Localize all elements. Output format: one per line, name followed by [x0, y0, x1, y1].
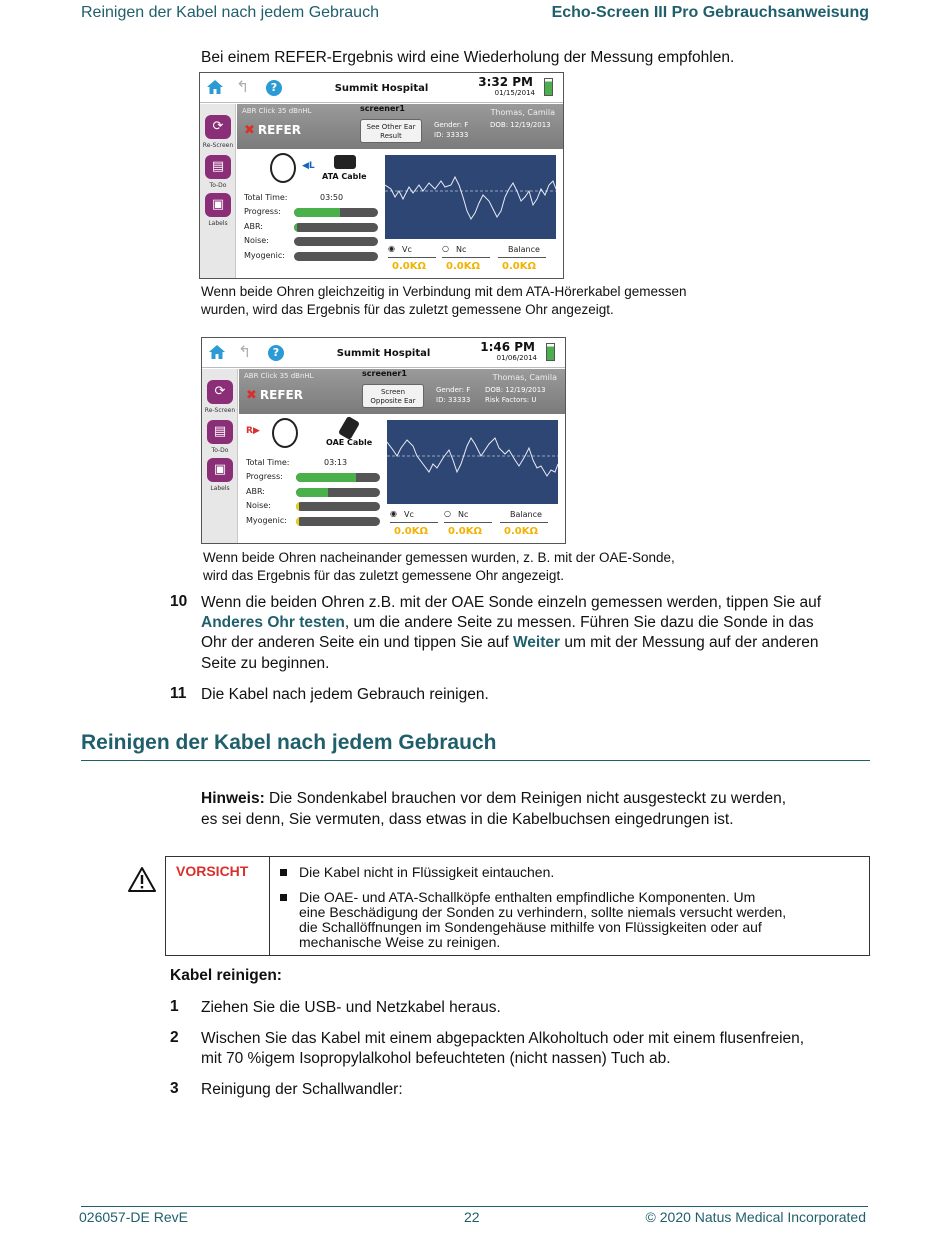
total-time-value: 03:13	[324, 458, 348, 467]
metric-label: ABR:	[246, 486, 265, 496]
labels-printer-icon: ▣	[205, 193, 231, 217]
metric-label: Noise:	[244, 236, 269, 245]
impedance-label: Balance	[508, 245, 540, 254]
help-icon: ?	[268, 345, 284, 361]
step-number: 11	[170, 685, 187, 702]
impedance-value: 0.0KΩ	[446, 261, 480, 272]
device-screenshot-oae	[201, 337, 566, 544]
metric-bar	[294, 223, 378, 232]
impedance-value: 0.0KΩ	[448, 526, 482, 537]
step-number: 2	[170, 1029, 179, 1046]
metric-bar	[296, 488, 380, 497]
impedance-underline	[498, 257, 546, 258]
impedance-label: Vc	[402, 245, 412, 254]
metric-label: Progress:	[246, 472, 283, 481]
metric-bar	[296, 473, 380, 482]
impedance-label: Nc	[456, 245, 467, 254]
metric-bar	[294, 208, 378, 217]
note-line1: Hinweis: Die Sondenkabel brauchen vor dem Reinigen nicht ausgesteckt zu werden,	[201, 790, 787, 807]
screen-opposite-ear-button: Screen Opposite Ear	[362, 384, 424, 408]
device-top-bar	[202, 338, 565, 368]
clean-step-2-line1: Wischen Sie das Kabel mit einem abgepackten Alkoholtuch oder mit einem flusenfreien,	[201, 1030, 805, 1047]
clean-step-3: Reinigung der Schallwandler:	[201, 1081, 403, 1098]
right-ear-arrow-icon: R▶	[246, 426, 260, 436]
metric-bar-fill	[296, 517, 299, 526]
test-protocol: ABR Click 35 dBnHL	[242, 107, 312, 115]
waveform-trace	[387, 420, 558, 504]
todo-icon: ▤	[205, 155, 231, 179]
metric-bar	[296, 517, 380, 526]
result-refer	[246, 388, 303, 403]
impedance-value: 0.0KΩ	[502, 261, 536, 272]
refer-x-icon: ✖	[246, 388, 257, 403]
radio-icon: ◉	[388, 244, 395, 253]
todo-label: To-Do	[209, 182, 227, 189]
back-icon: ↰	[238, 342, 252, 361]
keyword-weiter: Weiter	[512, 634, 561, 651]
metric-label: Myogenic:	[246, 515, 287, 525]
impedance-value: 0.0KΩ	[392, 261, 426, 272]
radio-icon: ○	[444, 509, 451, 518]
see-other-ear-button: See Other Ear Result	[360, 119, 422, 143]
patient-gender-id: Gender: F ID: 33333	[436, 386, 471, 404]
rescreen-icon: ⟳	[207, 380, 233, 404]
metric-bar	[296, 502, 380, 511]
impedance-underline	[444, 522, 492, 523]
clean-step-2-line2: mit 70 %igem Isopropylalkohol befeuchteten (nicht nassen) Tuch ab.	[201, 1050, 671, 1067]
eeg-waveform-graph	[387, 420, 558, 504]
refer-x-icon: ✖	[244, 123, 255, 138]
caution-item-1: Die Kabel nicht in Flüssigkeit eintauchen.	[299, 864, 555, 880]
keyword-anderes-ohr-testen: Anderes Ohr testen	[201, 614, 345, 631]
metric-label: Noise:	[246, 501, 271, 510]
impedance-underline	[388, 257, 436, 258]
screener-name: screener1	[360, 104, 405, 113]
back-icon: ↰	[236, 77, 250, 96]
device-top-bar	[200, 73, 563, 103]
step-number: 10	[170, 593, 188, 610]
metric-bar-fill	[294, 208, 340, 217]
step10-line2: Anderes Ohr testen, um die andere Seite zu messen. Führen Sie dazu die Sonde in das	[201, 614, 814, 631]
caution-divider	[269, 857, 270, 955]
total-time-value: 03:50	[320, 193, 344, 202]
patient-name: Thomas, Camila	[490, 108, 555, 117]
impedance-label: Balance	[510, 510, 542, 519]
metric-bar	[294, 237, 378, 246]
running-header-section: Reinigen der Kabel nach jedem Gebrauch	[81, 4, 379, 21]
result-refer	[244, 123, 301, 138]
running-header-title: Echo-Screen III Pro Gebrauchsanweisung	[551, 4, 869, 21]
patient-dob-risk: DOB: 12/19/2013 Risk Factors: U	[485, 386, 546, 404]
caution-label: VORSICHT	[176, 863, 249, 879]
metric-bar-fill	[294, 223, 297, 232]
hospital-name: Summit Hospital	[336, 348, 431, 359]
todo-icon: ▤	[207, 420, 233, 444]
labels-label: Labels	[210, 485, 230, 492]
step-number: 1	[170, 998, 179, 1015]
radio-icon: ○	[442, 244, 449, 253]
left-ear-arrow-icon: ◀L	[302, 161, 315, 171]
metric-label: Progress:	[244, 207, 281, 216]
total-time-label: Total Time:	[244, 193, 288, 202]
metric-bar-fill	[296, 473, 356, 482]
test-protocol: ABR Click 35 dBnHL	[244, 372, 314, 380]
baby-face-icon	[270, 153, 296, 183]
ata-cable-icon	[334, 155, 356, 169]
impedance-label: Nc	[458, 510, 469, 519]
oae-probe-icon	[338, 416, 360, 440]
step10-line3: Ohr der anderen Seite ein und tippen Sie auf Weiter um mit der Messung auf der anderen	[201, 634, 819, 651]
clean-heading: Kabel reinigen:	[170, 967, 282, 984]
metric-bar-fill	[296, 502, 299, 511]
section-heading: Reinigen der Kabel nach jedem Gebrauch	[81, 731, 497, 754]
impedance-underline	[500, 522, 548, 523]
metric-bar	[294, 252, 378, 261]
step10-line1: Wenn die beiden Ohren z.B. mit der OAE Sonde einzeln gemessen werden, tippen Sie auf	[201, 594, 822, 611]
metric-label: ABR:	[244, 221, 263, 231]
total-time-label: Total Time:	[246, 458, 290, 467]
footer-copyright: © 2020 Natus Medical Incorporated	[645, 1209, 866, 1225]
metric-bar-fill	[296, 488, 328, 497]
caption-oae-line2: wird das Ergebnis für das zuletzt gemessene Ohr angezeigt.	[203, 568, 564, 583]
footer-page-number: 22	[464, 1209, 480, 1225]
waveform-trace	[385, 155, 556, 239]
patient-dob: DOB: 12/19/2013	[490, 121, 551, 129]
cable-type: ATA Cable	[322, 172, 367, 181]
caution-box	[165, 856, 870, 956]
section-rule	[81, 760, 870, 761]
radio-icon: ◉	[390, 509, 397, 518]
clock-time: 3:32 PM	[478, 75, 533, 89]
note-line2: es sei denn, Sie vermuten, dass etwas in die Kabelbuchsen eingedrungen ist.	[201, 811, 734, 828]
impedance-value: 0.0KΩ	[504, 526, 538, 537]
patient-gender-id: Gender: F ID: 33333	[434, 121, 469, 139]
impedance-underline	[390, 522, 438, 523]
eeg-waveform-graph	[385, 155, 556, 239]
step-number: 3	[170, 1080, 179, 1097]
rescreen-label: Re-Screen	[204, 407, 236, 414]
caption-oae-line1: Wenn beide Ohren nacheinander gemessen wurden, z. B. mit der OAE-Sonde,	[203, 550, 675, 565]
baby-face-icon	[272, 418, 298, 448]
caution-item-2: Die OAE- und ATA-Schallköpfe enthalten empfindliche Komponenten. Um eine Beschädigung der Sonden zu verhindern, sollte niemals versucht werden, die Schallöffnungen im Sondengehäuse mithilfe von Flüssigkeiten oder auf mechanische Weise zu reinigen.	[299, 889, 787, 950]
help-icon: ?	[266, 80, 282, 96]
caption-ata-line2: wurden, wird das Ergebnis für das zuletzt gemessene Ohr angezeigt.	[201, 302, 614, 317]
cable-type: OAE Cable	[326, 438, 373, 447]
device-sidebar	[200, 104, 236, 278]
result-label: REFER	[257, 123, 301, 137]
clock-time: 1:46 PM	[480, 340, 535, 354]
note-label: Hinweis:	[201, 790, 265, 807]
bullet-icon	[280, 869, 287, 876]
clock-date: 01/15/2014	[494, 89, 535, 97]
rescreen-label: Re-Screen	[202, 142, 234, 149]
metric-label: Myogenic:	[244, 250, 285, 260]
impedance-value: 0.0KΩ	[394, 526, 428, 537]
device-screenshot-ata	[199, 72, 564, 279]
rescreen-icon: ⟳	[205, 115, 231, 139]
step11-text: Die Kabel nach jedem Gebrauch reinigen.	[201, 686, 489, 703]
screener-name: screener1	[362, 369, 407, 378]
todo-label: To-Do	[211, 447, 229, 454]
warning-triangle-icon	[127, 866, 157, 893]
intro-text: Bei einem REFER-Ergebnis wird eine Wiederholung der Messung empfohlen.	[201, 49, 735, 66]
patient-name: Thomas, Camila	[492, 373, 557, 382]
hospital-name: Summit Hospital	[334, 83, 429, 94]
device-sidebar	[202, 369, 238, 543]
caption-ata-line1: Wenn beide Ohren gleichzeitig in Verbindung mit dem ATA-Hörerkabel gemessen	[201, 284, 687, 299]
step10-line4: Seite zu beginnen.	[201, 655, 330, 672]
bullet-icon	[280, 894, 287, 901]
footer-doc-number: 026057-DE RevE	[79, 1209, 188, 1225]
impedance-underline	[442, 257, 490, 258]
clock-date: 01/06/2014	[496, 354, 537, 362]
labels-label: Labels	[208, 220, 228, 227]
footer-rule	[81, 1206, 868, 1207]
battery-icon	[544, 78, 553, 96]
result-label: REFER	[259, 388, 303, 402]
labels-printer-icon: ▣	[207, 458, 233, 482]
clean-step-1: Ziehen Sie die USB- und Netzkabel heraus.	[201, 999, 501, 1016]
impedance-label: Vc	[404, 510, 414, 519]
battery-icon	[546, 343, 555, 361]
